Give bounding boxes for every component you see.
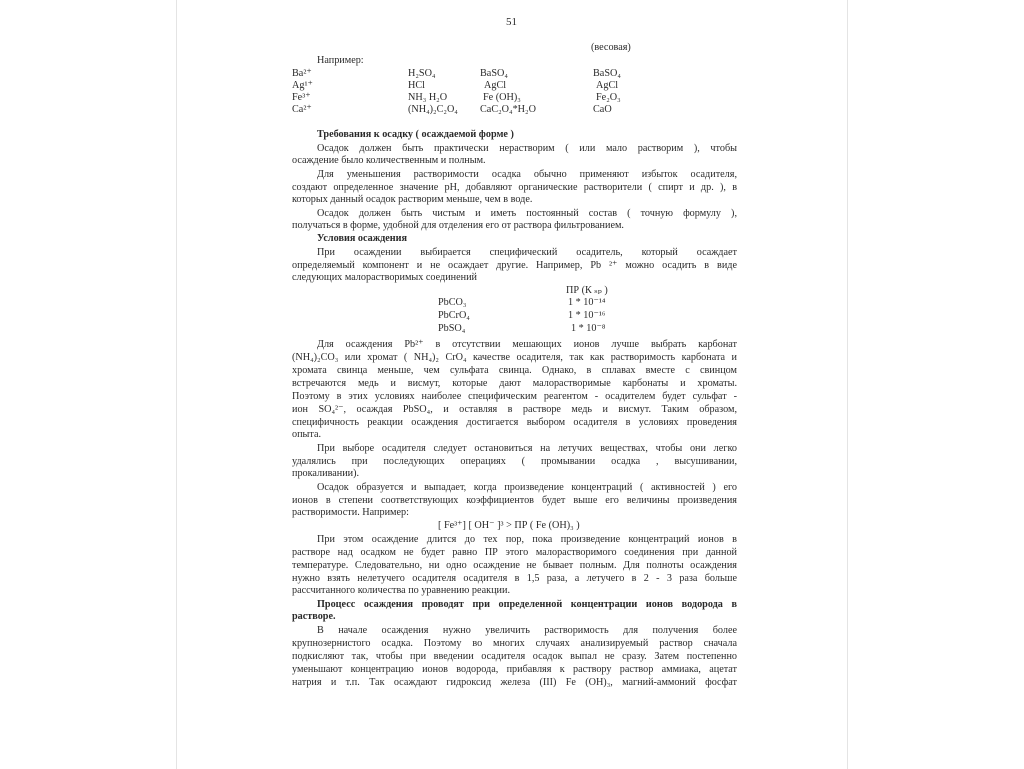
paragraph-line: Осадок должен быть чистым и иметь постоянный состав ( точную формулу ),	[317, 208, 737, 219]
paragraph-line: Поэтому в этих условиях наиболее специфическим реагентом - осадителем будет сульфат -	[292, 391, 737, 402]
table1-cell: Fe³⁺	[292, 92, 311, 103]
table1-cell: Fe₂O₃	[596, 92, 621, 103]
paragraph-line: При выборе осадителя следует остановиться на летучих веществах, чтобы они легко	[317, 443, 737, 454]
table1-cell: Ag¹⁺	[292, 80, 313, 91]
paragraph-line: натрия и т.п. Так осаждают гидроксид железа (III) Fe (OH)₃, магний-аммоний фосфат	[292, 677, 737, 688]
paragraph-line: определяемый компонент и не осаждает другие. Например, Pb ²⁺ можно осадить в виде	[292, 260, 737, 271]
solubility-value: 1 * 10⁻¹⁶	[568, 310, 606, 321]
table1-cell: BaSO₄	[480, 68, 508, 79]
page-number: 51	[506, 16, 517, 28]
solubility-value: 1 * 10⁻¹⁴	[568, 297, 606, 308]
paragraph-line: растворимости. Например:	[292, 507, 409, 518]
table1-cell: Fe (OH)₃	[483, 92, 521, 103]
table1-intro: Например:	[317, 55, 364, 66]
paragraph-line: встречаются медь и висмут, которые дают малорастворимые карбонаты и хроматы.	[292, 378, 737, 389]
paragraph-line: ионов в степени соответствующих коэффициентов будет выше его величины произведения	[292, 495, 737, 506]
paragraph-line: Осадок образуется и выпадает, когда произведение концентраций ( активностей ) его	[317, 482, 737, 493]
paragraph-line: (NH₄)₂CO₃ или хромат ( NH₄)₂ CrO₄ качестве осадителя, так как растворимость карбоната и	[292, 352, 737, 363]
table1-cell: AgCl	[596, 80, 619, 91]
paragraph-line: подкисляют так, чтобы при введении осадителя осадок выпал не сразу. Затем постепенно	[292, 651, 737, 662]
paragraph-line: рассчитанного количества по уравнению реакции.	[292, 585, 510, 596]
paragraph-line: следующих малорастворимых соединений	[292, 272, 477, 283]
table1-cell: (NH₄)₂C₂O₄	[408, 104, 458, 115]
paragraph-line: нужно взять нелетучего осадителя осадителя в 1,5 раза, а летучего в 2 - 3 раза больше	[292, 573, 737, 584]
paragraph-line: получаться в форме, удобной для отделения его от раствора фильтрованием.	[292, 220, 624, 231]
paragraph-line: ион SO₄²⁻, осаждая PbSO₄, и оставляя в растворе медь и висмут. Таким образом,	[292, 404, 737, 415]
page-edge-right	[847, 0, 848, 769]
solubility-compound: PbCrO₄	[438, 310, 470, 321]
solubility-compound: PbCO₃	[438, 297, 467, 308]
table1-cell: NH₃ H₂O	[408, 92, 448, 103]
table1-cell: CaO	[593, 104, 612, 115]
table1-cell: Ba²⁺	[292, 68, 312, 79]
paragraph-line: Для уменьшения растворимости осадка обычно применяют избыток осадителя,	[317, 169, 737, 180]
paragraph-line: прокаливании).	[292, 468, 360, 479]
paragraph-line: температуре. Следовательно, ни одно осаждение не бывает полным. Для полноты осаждения	[292, 560, 737, 571]
section-heading-ph-cont: растворе.	[292, 611, 336, 622]
paragraph-line: создают определенное значение pH, добавляют органические растворители ( спирт и др. ), в	[292, 182, 737, 193]
solubility-compound: PbSO₄	[438, 323, 466, 334]
table1-cell: Ca²⁺	[292, 104, 312, 115]
section-heading-conditions: Условия осаждения	[317, 233, 408, 244]
table1-cell: BaSO₄	[593, 68, 621, 79]
table1-cell: CaC₂O₄*H₂O	[480, 104, 536, 115]
paragraph-line: В начале осаждения нужно увеличить растворимость для получения более	[317, 625, 737, 636]
solubility-table-header: ПР (К ₛₚ )	[566, 285, 608, 296]
paragraph-line: При этом осаждение длится до тех пор, пока произведение концентраций ионов в	[317, 534, 737, 545]
table1-header-note: (весовая)	[591, 42, 631, 53]
table1-cell: HCl	[408, 80, 425, 91]
paragraph-line: специфичность реакции осаждения достигается выбором осадителя в условиях проведения	[292, 417, 737, 428]
paragraph-line: Для осаждения Pb²⁺ в отсутствии мешающих ионов лучше выбрать карбонат	[317, 339, 737, 350]
paragraph-line: опыта.	[292, 429, 322, 440]
paragraph-line: хромата свинца меньше, чем сульфата свинца. Однако, в сплавах вместе с свинцом	[292, 365, 737, 376]
paragraph-line: Осадок должен быть практически нерастворим ( или мало растворим ), чтобы	[317, 143, 737, 154]
table1-cell: H₂SO₄	[408, 68, 436, 79]
solubility-value: 1 * 10⁻⁸	[571, 323, 606, 334]
paragraph-line: уменьшают концентрацию ионов водорода, прибавляя к раствору раствор аммиака, ацетат	[292, 664, 737, 675]
section-heading-ph: Процесс осаждения проводят при определенной концентрации ионов водорода в	[317, 599, 737, 610]
paragraph-line: растворе над осадком не будет равно ПР этого малорастворимого соединения при данной	[292, 547, 737, 558]
page-edge-left	[176, 0, 177, 769]
paragraph-line: которых данный осадок растворим меньше, чем в воде.	[292, 194, 533, 205]
paragraph-line: удалялись при последующих операциях ( промывании осадка , высушивании,	[292, 456, 737, 467]
paragraph-line: крупнозернистого осадка. Поэтому во многих случаях анализируемый раствор сначала	[292, 638, 737, 649]
paragraph-line: При осаждении выбирается специфический осадитель, который осаждает	[317, 247, 737, 258]
paragraph-line: осаждение было количественным и полным.	[292, 155, 486, 166]
table1-cell: AgCl	[484, 80, 507, 91]
section-heading-requirements: Требования к осадку ( осаждаемой форме )	[317, 129, 514, 140]
equilibrium-formula: [ Fe³⁺] [ OH⁻ ]³ > ПР ( Fe (OH)₃ )	[438, 520, 580, 531]
